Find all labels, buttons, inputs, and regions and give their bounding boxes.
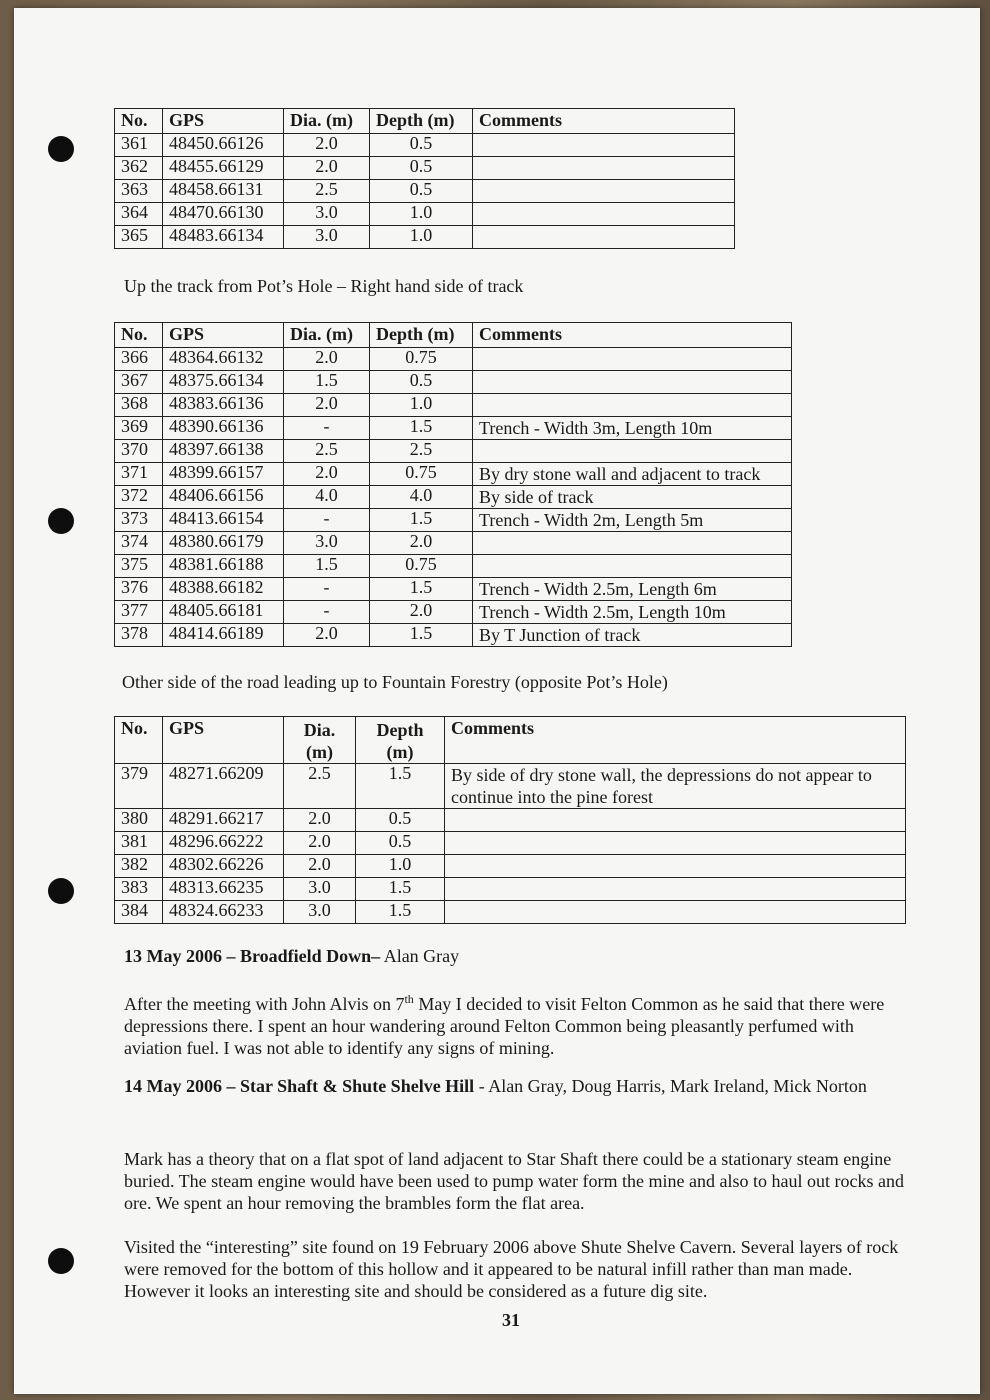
table-row	[115, 901, 906, 924]
cell-diameter: -	[284, 417, 370, 440]
entry-heading	[124, 944, 459, 968]
cell-comments	[473, 226, 735, 249]
cell-gps: 48390.66136	[163, 417, 284, 440]
punch-hole	[48, 878, 74, 904]
cell-diameter: 2.0	[284, 394, 370, 417]
cell-number: 363	[115, 180, 163, 203]
cell-gps: 48388.66182	[163, 578, 284, 601]
punch-hole	[48, 1248, 74, 1274]
table-row	[115, 764, 906, 809]
cell-depth: 1.5	[356, 901, 445, 924]
column-header: Comments	[445, 717, 906, 764]
cell-diameter: 1.5	[284, 371, 370, 394]
cell-depth: 1.5	[370, 509, 473, 532]
cell-number: 370	[115, 440, 163, 463]
cell-depth: 0.5	[370, 180, 473, 203]
table-row	[115, 532, 792, 555]
column-header: No.	[115, 717, 163, 764]
cell-number: 379	[115, 764, 163, 809]
entry-heading	[124, 1074, 884, 1098]
cell-gps: 48296.66222	[163, 832, 284, 855]
entry-attendees: - Alan Gray, Doug Harris, Mark Ireland, Mick Norton	[474, 1076, 867, 1096]
cell-gps: 48405.66181	[163, 601, 284, 624]
table-row	[115, 578, 792, 601]
cell-diameter: 1.5	[284, 555, 370, 578]
cell-number: 382	[115, 855, 163, 878]
cell-diameter: 2.0	[284, 624, 370, 647]
cell-diameter: 2.0	[284, 809, 356, 832]
cell-comments	[473, 394, 792, 417]
cell-depth: 1.0	[370, 203, 473, 226]
cell-number: 373	[115, 509, 163, 532]
cell-comments	[473, 157, 735, 180]
table-row	[115, 134, 735, 157]
cell-diameter: -	[284, 509, 370, 532]
survey-table-1	[114, 108, 735, 249]
cell-number: 371	[115, 463, 163, 486]
cell-depth: 0.75	[370, 348, 473, 371]
cell-gps: 48291.66217	[163, 809, 284, 832]
cell-number: 376	[115, 578, 163, 601]
cell-diameter: 3.0	[284, 901, 356, 924]
cell-number: 365	[115, 226, 163, 249]
cell-comments: By dry stone wall and adjacent to track	[473, 463, 792, 486]
cell-gps: 48324.66233	[163, 901, 284, 924]
cell-number: 361	[115, 134, 163, 157]
column-header: No.	[115, 109, 163, 134]
cell-number: 362	[115, 157, 163, 180]
column-header: Dia. (m)	[284, 323, 370, 348]
column-header: Dia. (m)	[284, 109, 370, 134]
cell-depth: 0.75	[370, 555, 473, 578]
cell-comments: Trench - Width 2.5m, Length 6m	[473, 578, 792, 601]
table-header-row	[115, 717, 906, 764]
survey-table-2	[114, 322, 792, 647]
cell-comments	[473, 532, 792, 555]
cell-gps: 48399.66157	[163, 463, 284, 486]
cell-gps: 48364.66132	[163, 348, 284, 371]
cell-gps: 48455.66129	[163, 157, 284, 180]
cell-diameter: -	[284, 601, 370, 624]
column-header: Dia. (m)	[284, 717, 356, 764]
cell-number: 369	[115, 417, 163, 440]
cell-gps: 48450.66126	[163, 134, 284, 157]
cell-depth: 1.5	[370, 578, 473, 601]
cell-comments	[473, 440, 792, 463]
cell-gps: 48413.66154	[163, 509, 284, 532]
cell-diameter: 2.0	[284, 832, 356, 855]
table-row	[115, 371, 792, 394]
cell-comments	[445, 832, 906, 855]
cell-comments	[473, 348, 792, 371]
cell-comments	[473, 371, 792, 394]
column-header: No.	[115, 323, 163, 348]
entry-paragraph: Mark has a theory that on a flat spot of land adjacent to Star Shaft there could be a stationary steam engine buried. The steam engine would have been used to pump water form the mine and also to haul out rocks and ore. We spent an hour removing the brambles form the flat area.	[124, 1149, 904, 1213]
cell-comments	[473, 555, 792, 578]
cell-gps: 48380.66179	[163, 532, 284, 555]
cell-diameter: 2.0	[284, 157, 370, 180]
cell-depth: 2.0	[370, 532, 473, 555]
cell-number: 383	[115, 878, 163, 901]
entry-paragraph: Visited the “interesting” site found on 19 February 2006 above Shute Shelve Cavern. Several layers of rock were removed for the bottom of this hollow and it appeared to be natural infill rather than man made. However it looks an interesting site and should be considered as a future dig site.	[124, 1237, 899, 1301]
cell-diameter: 3.0	[284, 532, 370, 555]
cell-comments	[445, 878, 906, 901]
cell-comments: By side of track	[473, 486, 792, 509]
cell-comments	[473, 180, 735, 203]
cell-depth: 0.5	[370, 134, 473, 157]
table-header-row	[115, 323, 792, 348]
cell-gps: 48383.66136	[163, 394, 284, 417]
punch-hole	[48, 136, 74, 162]
entry-date-title: 13 May 2006 – Broadfield Down–	[124, 946, 381, 966]
cell-comments: By side of dry stone wall, the depressions do not appear to continue into the pine forest	[445, 764, 906, 809]
cell-depth: 1.0	[370, 394, 473, 417]
column-header: GPS	[163, 717, 284, 764]
paragraph-text: After the meeting with John Alvis on 7	[124, 994, 405, 1014]
table-row	[115, 417, 792, 440]
cell-number: 384	[115, 901, 163, 924]
cell-depth: 1.0	[356, 855, 445, 878]
punch-hole	[48, 508, 74, 534]
cell-number: 381	[115, 832, 163, 855]
table-row	[115, 463, 792, 486]
entry-attendees: Alan Gray	[380, 946, 460, 966]
cell-diameter: 2.0	[284, 134, 370, 157]
cell-depth: 4.0	[370, 486, 473, 509]
cell-diameter: -	[284, 578, 370, 601]
cell-gps: 48397.66138	[163, 440, 284, 463]
table-row	[115, 855, 906, 878]
cell-comments	[445, 809, 906, 832]
cell-gps: 48458.66131	[163, 180, 284, 203]
cell-diameter: 2.5	[284, 180, 370, 203]
table-row	[115, 878, 906, 901]
table-row	[115, 832, 906, 855]
cell-diameter: 2.0	[284, 348, 370, 371]
cell-depth: 1.0	[370, 226, 473, 249]
table-row	[115, 601, 792, 624]
entry-date-title: 14 May 2006 – Star Shaft & Shute Shelve Hill	[124, 1076, 475, 1096]
cell-comments	[445, 901, 906, 924]
paragraph-text: May I decided to visit Felton Common as he said that there were depressions there. I spent an hour wandering around Felton Common being pleasantly perfumed with aviation fuel. I was not able to identify any signs of mining.	[124, 994, 885, 1058]
cell-diameter: 3.0	[284, 878, 356, 901]
table-row	[115, 440, 792, 463]
cell-number: 368	[115, 394, 163, 417]
cell-number: 375	[115, 555, 163, 578]
cell-gps: 48470.66130	[163, 203, 284, 226]
table-row	[115, 486, 792, 509]
column-header: Comments	[473, 109, 735, 134]
cell-comments: By T Junction of track	[473, 624, 792, 647]
cell-gps: 48313.66235	[163, 878, 284, 901]
cell-depth: 0.75	[370, 463, 473, 486]
cell-depth: 2.0	[370, 601, 473, 624]
column-header: Depth (m)	[370, 109, 473, 134]
superscript: th	[404, 992, 414, 1006]
table-row	[115, 809, 906, 832]
cell-diameter: 2.5	[284, 440, 370, 463]
cell-number: 380	[115, 809, 163, 832]
cell-gps: 48381.66188	[163, 555, 284, 578]
cell-diameter: 2.5	[284, 764, 356, 809]
cell-comments: Trench - Width 3m, Length 10m	[473, 417, 792, 440]
column-header: Depth (m)	[356, 717, 445, 764]
cell-depth: 1.5	[370, 417, 473, 440]
cell-number: 378	[115, 624, 163, 647]
table-row	[115, 226, 735, 249]
cell-diameter: 2.0	[284, 855, 356, 878]
cell-depth: 0.5	[370, 157, 473, 180]
cell-comments	[445, 855, 906, 878]
cell-depth: 1.5	[370, 624, 473, 647]
cell-comments: Trench - Width 2m, Length 5m	[473, 509, 792, 532]
document-page	[14, 8, 980, 1394]
cell-diameter: 2.0	[284, 463, 370, 486]
cell-depth: 2.5	[370, 440, 473, 463]
cell-number: 367	[115, 371, 163, 394]
cell-gps: 48406.66156	[163, 486, 284, 509]
cell-gps: 48375.66134	[163, 371, 284, 394]
cell-number: 372	[115, 486, 163, 509]
page-number: 31	[502, 1310, 520, 1330]
cell-gps: 48414.66189	[163, 624, 284, 647]
column-header: Depth (m)	[370, 323, 473, 348]
cell-diameter: 3.0	[284, 226, 370, 249]
cell-depth: 0.5	[356, 809, 445, 832]
table-row	[115, 180, 735, 203]
cell-depth: 1.5	[356, 878, 445, 901]
table-row	[115, 509, 792, 532]
cell-diameter: 3.0	[284, 203, 370, 226]
table-row	[115, 348, 792, 371]
table-row	[115, 624, 792, 647]
cell-gps: 48483.66134	[163, 226, 284, 249]
cell-number: 374	[115, 532, 163, 555]
cell-gps: 48271.66209	[163, 764, 284, 809]
column-header: GPS	[163, 323, 284, 348]
column-header: GPS	[163, 109, 284, 134]
table-row	[115, 203, 735, 226]
column-header: Comments	[473, 323, 792, 348]
table-row	[115, 157, 735, 180]
cell-comments: Trench - Width 2.5m, Length 10m	[473, 601, 792, 624]
cell-comments	[473, 203, 735, 226]
table-row	[115, 555, 792, 578]
entry-paragraph	[124, 988, 894, 1059]
table-header-row	[115, 109, 735, 134]
section-caption: Up the track from Pot’s Hole – Right hand side of track	[124, 276, 524, 296]
cell-depth: 0.5	[356, 832, 445, 855]
cell-number: 377	[115, 601, 163, 624]
cell-depth: 1.5	[356, 764, 445, 809]
cell-number: 366	[115, 348, 163, 371]
cell-diameter: 4.0	[284, 486, 370, 509]
cell-comments	[473, 134, 735, 157]
cell-number: 364	[115, 203, 163, 226]
cell-depth: 0.5	[370, 371, 473, 394]
cell-gps: 48302.66226	[163, 855, 284, 878]
survey-table-3	[114, 716, 906, 924]
table-row	[115, 394, 792, 417]
section-caption: Other side of the road leading up to Fountain Forestry (opposite Pot’s Hole)	[122, 672, 668, 692]
